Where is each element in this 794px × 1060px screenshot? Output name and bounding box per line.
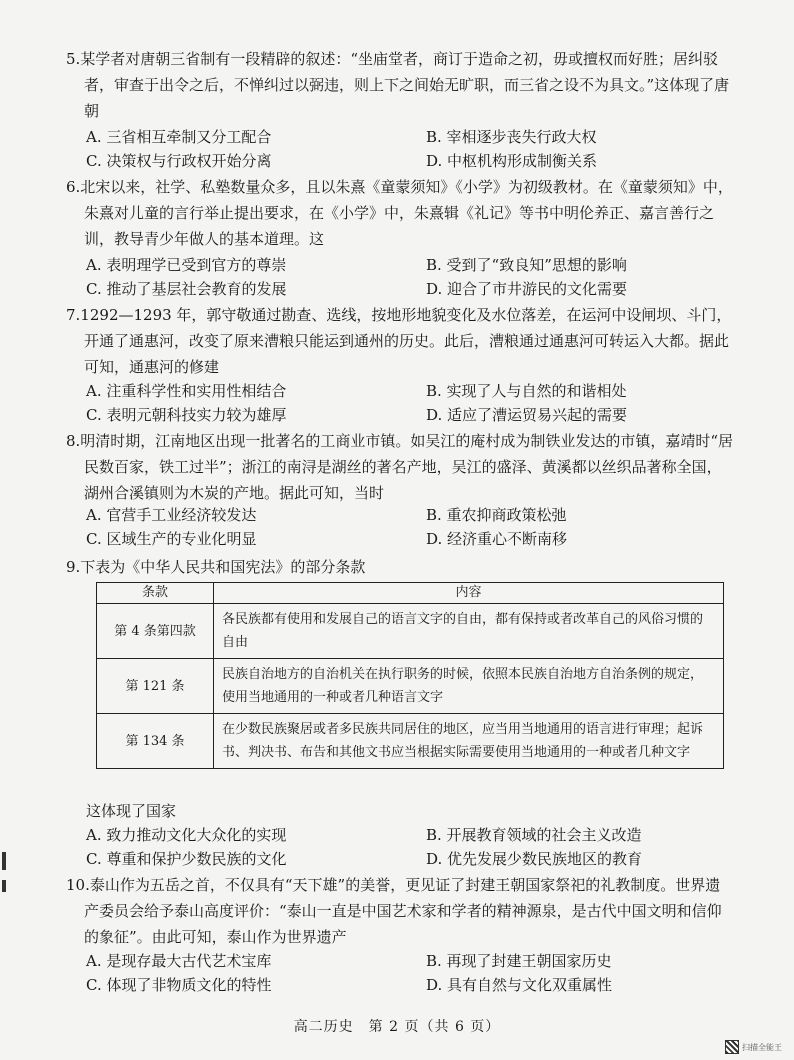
table-cell-content: 民族自治地方的自治机关在执行职务的时候，依照本民族自治地方自治条例的规定，使用当地通用的一种或者几种语言文字	[214, 659, 724, 714]
margin-mark	[2, 852, 6, 870]
option-d: D. 优先发展少数民族地区的教育	[426, 850, 643, 868]
option-a: A. 致力推动文化大众化的实现	[86, 826, 287, 844]
option-b: B. 开展教育领域的社会主义改造	[426, 826, 642, 844]
table-row	[97, 604, 724, 659]
margin-mark	[2, 880, 6, 892]
table-header-row	[97, 583, 724, 604]
question-stem: 5.某学者对唐朝三省制有一段精辟的叙述：“坐庙堂者，商订于造命之初，毋或擅权而好胜；居纠驳者，审查于出令之后，不惮纠过以弼违，则上下之间始无旷职，而三省之设不为具文。”这体现了唐朝	[66, 50, 730, 120]
table-cell-article: 第 4 条第四款	[97, 604, 214, 659]
question-stem: 6.北宋以来，社学、私塾数量众多，且以朱熹《童蒙须知》《小学》为初级教材。在《童蒙须知》中，朱熹对儿童的言行举止提出要求，在《小学》中，朱熹辑《礼记》等书中明伦养正、嘉言善行之训，教导青少年做人的基本道理。这	[66, 178, 733, 248]
option-a: A. 三省相互牵制又分工配合	[86, 128, 272, 146]
option-d: D. 迎合了市井游民的文化需要	[426, 280, 628, 298]
option-c: C. 决策权与行政权开始分离	[86, 152, 272, 170]
stamp-label: 扫描全能王	[742, 1042, 782, 1052]
page-footer: 高二历史 第 2 页（共 6 页）	[293, 1019, 501, 1035]
table-row	[97, 659, 724, 714]
option-b: B. 宰相逐步丧失行政大权	[426, 128, 597, 146]
question-stem: 10.泰山作为五岳之首，不仅具有“天下雄”的美誉，更见证了封建王朝国家祭祀的礼教制度。世界遗产委员会给予泰山高度评价：“泰山一直是中国艺术家和学者的精神源泉，是古代中国文明和信仰的象征”。由此可知，泰山作为世界遗产	[66, 876, 722, 946]
option-c: C. 体现了非物质文化的特性	[86, 976, 272, 994]
column-header: 条款	[97, 583, 214, 604]
option-b: B. 受到了“致良知”思想的影响	[426, 256, 627, 274]
option-d: D. 适应了漕运贸易兴起的需要	[426, 406, 628, 424]
option-c: C. 表明元朝科技实力较为雄厚	[86, 406, 287, 424]
option-a: A. 表明理学已受到官方的尊崇	[86, 256, 287, 274]
option-d: D. 经济重心不断南移	[426, 530, 568, 548]
option-b: B. 重农抑商政策松弛	[426, 506, 567, 524]
scanner-stamp	[725, 1040, 782, 1054]
question-8	[66, 428, 734, 506]
table-cell-article: 第 134 条	[97, 714, 214, 769]
option-d: D. 具有自然与文化双重属性	[426, 976, 613, 994]
table-row	[97, 714, 724, 769]
option-a: A. 是现存最大古代艺术宝库	[86, 952, 272, 970]
table-cell-content: 各民族都有使用和发展自己的语言文字的自由，都有保持或者改革自己的风俗习惯的自由	[214, 604, 724, 659]
question-7	[66, 302, 734, 380]
table-cell-content: 在少数民族聚居或者多民族共同居住的地区，应当用当地通用的语言进行审理；起诉书、判决书、布告和其他文书应当根据实际需要使用当地通用的一种或者几种文字	[214, 714, 724, 769]
option-b: B. 实现了人与自然的和谐相处	[426, 382, 627, 400]
question-5	[66, 46, 734, 124]
qr-code-icon	[725, 1040, 739, 1054]
option-c: C. 推动了基层社会教育的发展	[86, 280, 287, 298]
option-a: A. 官营手工业经济较发达	[86, 506, 257, 524]
question-9	[66, 554, 734, 580]
column-header: 内容	[214, 583, 724, 604]
question-stem: 8.明清时期，江南地区出现一批著名的工商业市镇。如吴江的庵村成为制铁业发达的市镇，嘉靖时“居民数百家，铁工过半”；浙江的南浔是湖丝的著名产地，吴江的盛泽、黄溪都以丝织品著称全国，湖州合溪镇则为木炭的产地。据此可知，当时	[66, 432, 733, 502]
question-stem: 7.1292—1293 年，郭守敬通过勘查、选线，按地形地貌变化及水位落差，在运河中设闸坝、斗门，开通了通惠河，改变了原来漕粮只能运到通州的历史。此后，漕粮通过通惠河可转运入大都。据此可知，通惠河的修建	[66, 306, 732, 376]
question-6	[66, 174, 734, 252]
question-10	[66, 872, 734, 950]
option-c: C. 尊重和保护少数民族的文化	[86, 850, 287, 868]
option-a: A. 注重科学性和实用性相结合	[86, 382, 287, 400]
question-stem: 9.下表为《中华人民共和国宪法》的部分条款	[66, 558, 366, 576]
option-b: B. 再现了封建王朝国家历史	[426, 952, 612, 970]
table-cell-article: 第 121 条	[97, 659, 214, 714]
option-d: D. 中枢机构形成制衡关系	[426, 152, 598, 170]
option-c: C. 区域生产的专业化明显	[86, 530, 257, 548]
question-9-followup: 这体现了国家	[86, 802, 177, 820]
constitution-table	[96, 582, 724, 769]
